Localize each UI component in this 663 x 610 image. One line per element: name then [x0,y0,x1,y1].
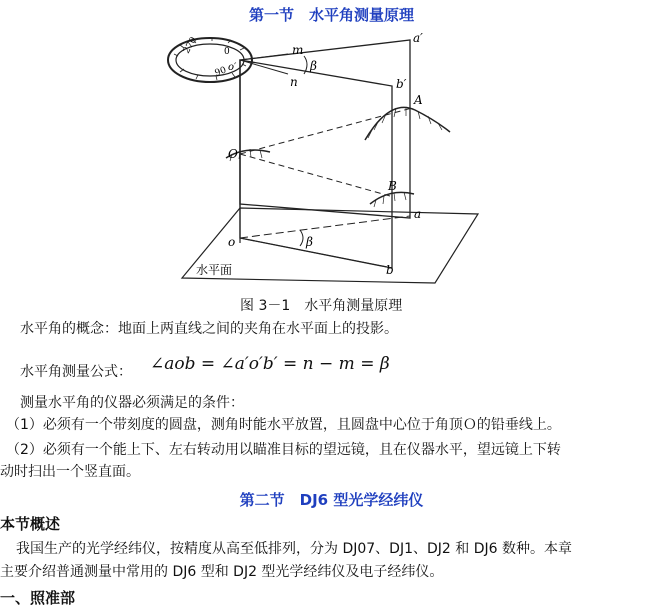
vertical-plane-b [240,60,392,268]
part-1-heading: 一、照准部 [0,589,76,607]
section-title-2: 第二节 DJ6 型光学经纬仪 [239,491,424,509]
plane-line-oa [240,216,410,238]
label-dial-270: 270 [181,35,200,56]
label-a: a [414,207,422,221]
condition-item-1: （1）必须有一个带刻度的圆盘，测角时能水平放置，且圆盘中心位于角顶Ｏ的铅垂线上。 [6,417,561,433]
conditions-intro: 测量水平角的仪器必须满足的条件： [20,395,244,411]
label-a-prime: a′ [413,31,423,45]
label-m: m [292,43,304,57]
concept-text: 水平角的概念：地面上两直线之间的夹角在水平面上的投影。 [20,321,398,337]
plane-line-ob [240,238,392,268]
overview-line-1: 我国生产的光学经纬仪，按精度从高至低排列，分为 DJ07、DJ1、DJ2 和 DJ6 数种。本章 [16,541,572,557]
label-o: o [228,235,236,249]
condition-item-2-line-2: 动时扫出一个竖直面。 [0,464,140,480]
label-b: b [386,263,394,277]
figure-caption: 图 3－1 水平角测量原理 [240,298,403,314]
overview-heading: 本节概述 [0,515,61,533]
condition-item-2-line-1: （2）必须有一个能上下、左右转动用以瞄准目标的望远镜，且在仪器水平，望远镜上下转 [6,442,561,458]
label-B: B [388,179,397,193]
label-O: O [228,147,238,161]
label-dial-90: 90 [213,65,228,79]
label-dial-0: 0 [224,47,230,57]
label-beta-bottom: β [306,235,313,249]
formula-expression: ∠aob = ∠a′o′b′ = n − m = β [150,354,390,374]
figure-drawing [160,28,490,290]
formula-label: 水平角测量公式： [20,364,132,380]
hill-a [365,107,450,140]
label-plane: 水平面 [196,263,233,277]
label-A: A [414,93,423,107]
overview-line-2: 主要介绍普通测量中常用的 DJ6 型和 DJ2 型光学经纬仪及电子经纬仪。 [0,564,444,580]
horizontal-angle-figure [160,28,490,290]
label-beta-top: β [310,59,317,73]
label-b-prime: b′ [396,77,407,91]
label-n: n [290,75,298,89]
section-title-1: 第一节 水平角测量原理 [248,6,414,24]
sight-line-ob [240,154,390,196]
label-o-prime: o′ [228,62,237,73]
vertical-plane-a [240,40,410,218]
